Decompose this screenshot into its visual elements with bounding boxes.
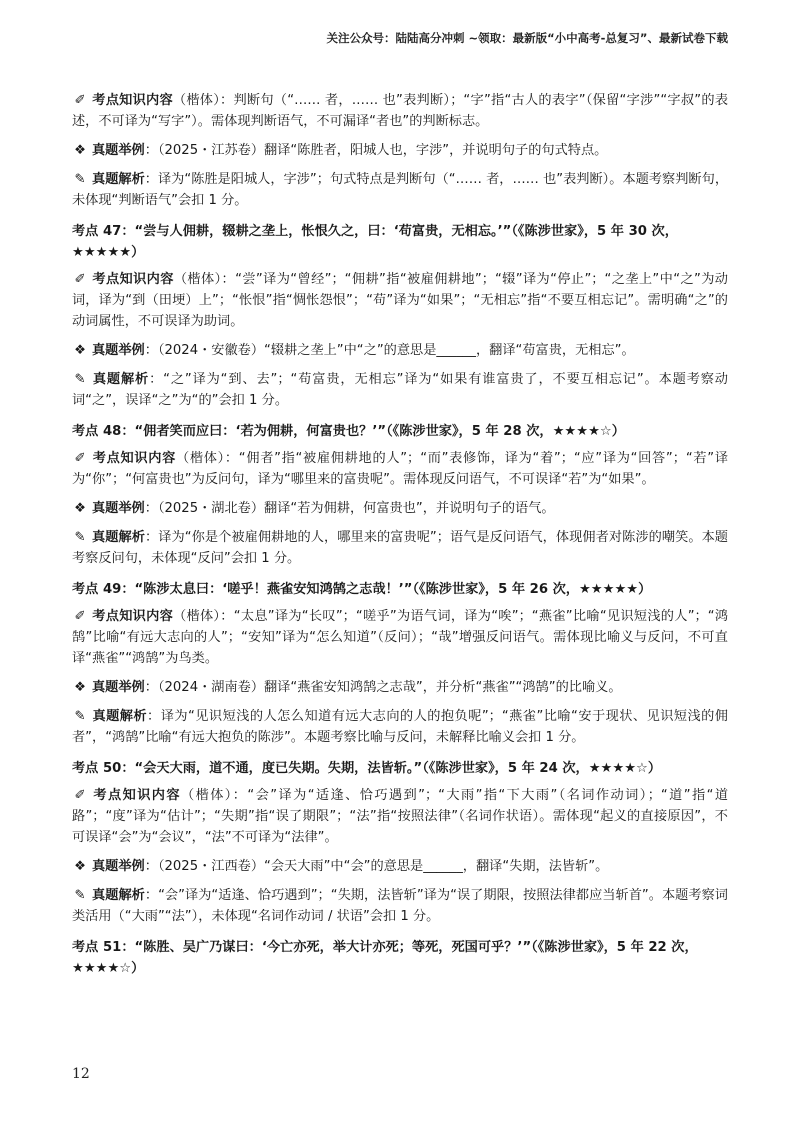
example-label: 真题举例 (92, 343, 145, 358)
analysis-label: 真题解析 (92, 172, 145, 187)
knowledge-label: 考点知识内容 (92, 609, 174, 624)
knowledge-text: （楷体）：判断句（“…… 者，…… 也”表判断）；“字”指“古人的表字”（保留“字涉”“字叔”的表述，不可译为“写字”）。需体现判断语气，不可漏译“者也”的判断标志。 (72, 93, 729, 129)
analysis-paragraph (72, 169, 728, 211)
example-paragraph (72, 140, 728, 161)
example-paragraph (72, 677, 728, 698)
pencil-icon: ✐ (74, 272, 86, 287)
point-heading: 考点 49：“陈涉太息曰：‘嗟乎！燕雀安知鸿鹄之志哉！’”（《陈涉世家》，5 年 26 次，★★★★★） (72, 582, 652, 597)
analysis-label: 真题解析 (92, 709, 148, 724)
analysis-paragraph (72, 885, 728, 927)
example-label: 真题举例 (92, 143, 145, 158)
analysis-paragraph (72, 369, 728, 411)
diamond-icon: ❖ (74, 680, 86, 695)
knowledge-text: （楷体）：“尝”译为“曾经”；“佣耕”指“被雇佣耕地”；“辍”译为“停止”；“之垄上”中“之”为动词，译为“到（田埂）上”；“怅恨”指“惆怅怨恨”；“苟”译为“如果”；“无相忘”指“不要互相忘记”。需明确“之”的动词属性，不可误译为助词。 (72, 272, 728, 329)
analysis-text: ：“之”译为“到、去”；“苟富贵，无相忘”译为“如果有谁富贵了，不要互相忘记”。本题考察动词“之”，误译“之”为“的”会扣 1 分。 (72, 372, 728, 408)
example-text: ：（2025・江苏卷）翻译“陈胜者，阳城人也，字涉”，并说明句子的句式特点。 (144, 143, 608, 158)
example-paragraph (72, 340, 728, 361)
pen-icon: ✎ (74, 709, 86, 724)
pen-icon: ✎ (74, 888, 86, 903)
pencil-icon: ✐ (74, 609, 86, 624)
analysis-text: ：译为“陈胜是阳城人，字涉”；句式特点是判断句（“…… 者，…… 也”表判断）。本题考察判断句，未体现“判断语气”会扣 1 分。 (72, 172, 729, 208)
page-header: 关注公众号：陆陆高分冲刺 ~领取：最新版“小中高考-总复习”、最新试卷下载 (326, 31, 728, 45)
diamond-icon: ❖ (74, 143, 86, 158)
pencil-icon: ✐ (74, 93, 86, 108)
analysis-text: ：译为“见识短浅的人怎么知道有远大志向的人的抱负呢”；“燕雀”比喻“安于现状、见识短浅的佣者”，“鸿鹄”比喻“有远大抱负的陈涉”。本题考察比喻与反问，未解释比喻义会扣 1 分。 (72, 709, 728, 745)
analysis-text: ：“会”译为“适逢、恰巧遇到”；“失期，法皆斩”译为“误了期限，按照法律都应当斩首”。本题考察词类活用（“大雨”“法”），未体现“名词作动词 / 状语”会扣 1 分。 (72, 888, 728, 924)
point-heading: 考点 48：“佣者笑而应曰：‘若为佣耕，何富贵也？’”（《陈涉世家》，5 年 28 次，★★★★☆） (72, 424, 625, 439)
knowledge-label: 考点知识内容 (92, 451, 176, 466)
knowledge-text: （楷体）：“会”译为“适逢、恰巧遇到”；“大雨”指“下大雨”（名词作动词）；“道”指“道路”；“度”译为“估计”；“失期”指“误了期限”；“法”指“按照法律”（名词作状语）。需体现“起义的直接原因”，不可误译“会”为“会议”，“法”不可译为“法律”。 (72, 788, 729, 845)
diamond-icon: ❖ (74, 501, 86, 516)
knowledge-label: 考点知识内容 (92, 93, 173, 108)
pencil-icon: ✐ (74, 788, 86, 803)
example-text: ：（2024・安徽卷）“辍耕之垄上”中“之”的意思是______，翻译“苟富贵，无相忘”。 (144, 343, 635, 358)
diamond-icon: ❖ (74, 343, 86, 358)
knowledge-paragraph (72, 606, 728, 669)
example-label: 真题举例 (92, 501, 145, 516)
analysis-paragraph (72, 706, 728, 748)
analysis-text: ：译为“你是个被雇佣耕地的人，哪里来的富贵呢”；语气是反问语气，体现佣者对陈涉的嘲笑。本题考察反问句，未体现“反问”会扣 1 分。 (72, 530, 728, 566)
example-text: ：（2025・湖北卷）翻译“若为佣耕，何富贵也”，并说明句子的语气。 (144, 501, 555, 516)
pencil-icon: ✐ (74, 451, 86, 466)
analysis-label: 真题解析 (92, 530, 146, 545)
knowledge-label: 考点知识内容 (92, 272, 174, 287)
knowledge-paragraph (72, 90, 728, 132)
page-number: 12 (72, 1066, 90, 1082)
example-paragraph (72, 498, 728, 519)
example-paragraph (72, 856, 728, 877)
analysis-label: 真题解析 (92, 888, 145, 903)
knowledge-paragraph (72, 269, 728, 332)
document-body (72, 90, 728, 985)
example-text: ：（2025・江西卷）“会天大雨”中“会”的意思是______，翻译“失期，法皆斩”。 (144, 859, 609, 874)
knowledge-paragraph (72, 448, 728, 490)
point-heading: 考点 50：“会天大雨，道不通，度已失期。失期，法皆斩。”（《陈涉世家》，5 年 24 次，★★★★☆） (72, 761, 662, 776)
example-text: ：（2024・湖南卷）翻译“燕雀安知鸿鹄之志哉”，并分析“燕雀”“鸿鹄”的比喻义。 (144, 680, 622, 695)
pen-icon: ✎ (74, 530, 86, 545)
pen-icon: ✎ (74, 372, 86, 387)
point-heading: 考点 51：“陈胜、吴广乃谋曰：‘今亡亦死，举大计亦死；等死，死国可乎？’”（《陈涉世家》，5 年 22 次，★★★★☆） (72, 940, 698, 976)
point-heading: 考点 47：“尝与人佣耕，辍耕之垄上，怅恨久之，曰：‘苟富贵，无相忘。’”（《陈涉世家》，5 年 30 次，★★★★★） (72, 224, 678, 260)
pen-icon: ✎ (74, 172, 86, 187)
knowledge-text: （楷体）：“太息”译为“长叹”；“嗟乎”为语气词，译为“唉”；“燕雀”比喻“见识短浅的人”；“鸿鹄”比喻“有远大志向的人”；“安知”译为“怎么知道”（反问）；“哉”增强反问语气。需体现比喻义与反问，不可直译“燕雀”“鸿鹄”为鸟类。 (72, 609, 729, 666)
analysis-label: 真题解析 (92, 372, 150, 387)
knowledge-label: 考点知识内容 (92, 788, 182, 803)
example-label: 真题举例 (92, 859, 145, 874)
knowledge-paragraph (72, 785, 728, 848)
example-label: 真题举例 (92, 680, 145, 695)
knowledge-text: （楷体）：“佣者”指“被雇佣耕地的人”；“而”表修饰，译为“着”；“应”译为“回答”；“若”译为“你”；“何富贵也”为反问句，译为“哪里来的富贵呢”。需体现反问语气，不可误译“若”为“如果”。 (72, 451, 729, 487)
diamond-icon: ❖ (74, 859, 86, 874)
analysis-paragraph (72, 527, 728, 569)
